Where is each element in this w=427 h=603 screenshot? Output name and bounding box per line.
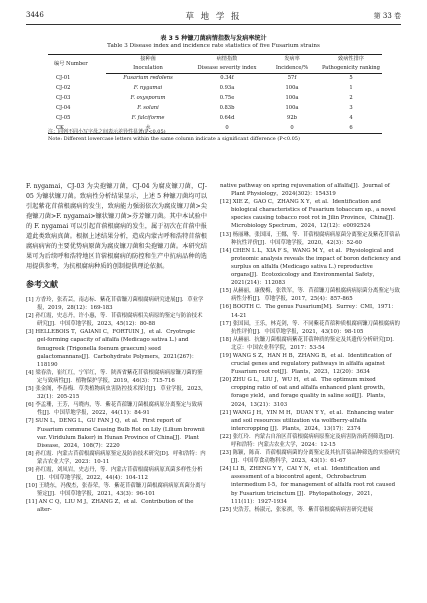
reference-item: [6] 李孟珊，王芳，马晓冉，等．紫花苜蓿镰刀菌根腐病原分离鉴定与致病性[J]．中国草地学报，2022，44(11)：84-91 — [26, 402, 203, 417]
table-cell: 100a — [285, 94, 299, 101]
reference-item: [4] 梁春浩，崔红红，宁军红，等．陕西省紫花苜蓿根腐病病原镰刀菌的鉴定与致病性[J]．植物保护学报，2019，46(3)：715-716 — [26, 369, 203, 384]
reference-item: [7] SUN L，DENG L，GU FAN J Q，et al．First report of Fusarium commune Causing Bulb Rot on Lily (Lilium brownii var. Viridulum Baker) in Hunan Province of China[J]．Plant Disease，2024，108(7)：2220 — [26, 418, 205, 449]
table-row — [48, 74, 382, 84]
reference-item: [19] WANG S Z，HAN H B，ZHANG B，et al．Identification of crucial genes and regulatory pathways in alfalfa against Fusarium root rot[J]．Plants，2023，12(20)：3634 — [220, 352, 392, 376]
reference-item: [1] 方香玲，张若芸，南志标．紫花苜蓿镰刀菌根腐病研究进展[J]．草业学报，2019，28(12)：169-183 — [26, 297, 204, 312]
reference-item: [11] AN C Q，LIU M J，ZHANG Z，et al．Contribution of the alter- — [26, 499, 194, 514]
table-cell: 0 — [264, 124, 320, 134]
col-header-ranking-cn: 致病性排序 — [320, 55, 382, 65]
col-header-inoculation-cn: 接种菌 — [106, 55, 190, 65]
reference-item: [16] BOOTH C．The genus Fusarium[M]．Surrey：CMI，1971：14-21 — [220, 304, 397, 319]
volume-label: 第 33 卷 — [373, 12, 401, 20]
reference-list-right — [220, 182, 401, 514]
table-cell: 0 — [190, 124, 264, 134]
table-cell: 3 — [349, 104, 353, 111]
table-caption-cn: 表 3 5 种镰刀菌病情指数与发病率统计 — [160, 35, 267, 42]
reference-item: [17] 张国园，王乐，林克剑，等．不同紫花苜蓿种质根腐病镰刀菌根腐病的抗性评价[J]．中国草地学报，2021，43(10)：98-105 — [220, 320, 400, 335]
table-caption-en: Table 3 Disease index and incidence rate statistics of five Fusarium strains — [107, 43, 320, 49]
reference-item: [8] 孙红霞．内蒙古苜蓿根腐病病原鉴定及防治技术研究[D]．呼和浩特：内蒙古农业大学，2023：10-11 — [26, 450, 206, 465]
reference-item: [2] 孙红霞，史志丹，许小惠，等．苜蓿根腐病相关病原的鉴定与防治技术研究[J]．中国草地学报，2023，45(12)：80-88 — [26, 313, 203, 328]
table-cell: 0.83b — [219, 104, 235, 111]
reference-item: [14] CHEN L L，XIA F S，WANG M Y，et al．Physiological and proteomic analysis reveals the impact of boron deficiency and surplus on alfalfa (Medicago sativa L.) reproductive organs[J]．Ecotoxicology and Environmental Safety，2021(214)：112083 — [220, 247, 401, 287]
col-header-incidence-en: Incidence/% — [264, 64, 320, 74]
reference-item: [9] 孙红霞，刘凤岩，史志丹，等．内蒙古苜蓿根腐病病原真菌多样性分析[J]．中国草地学报，2022，44(4)：104-112 — [26, 466, 203, 482]
page-number: 3446 — [26, 11, 44, 19]
table-cell: CJ-05 — [56, 114, 71, 121]
disease-table — [48, 54, 382, 134]
table-cell: 水 — [106, 124, 190, 134]
col-header-ranking-en: Pathogenicity ranking — [320, 64, 382, 74]
table-header-row — [48, 55, 382, 65]
table-cell: 1 — [349, 84, 353, 91]
reference-item: [23] 陈颖，陈苗．苜蓿根腐病菌的分离鉴定及其抗苜蓿品种筛选的实验研究[J]．中国草食动物科学，2023，43(1)：61-67 — [220, 450, 400, 465]
table-note-cn: 注：同列不同小写字母之间表示差异性显著(P<0.05) — [48, 129, 166, 135]
table-cell: 100a — [285, 104, 299, 111]
table-cell: CJ-03 — [56, 94, 71, 101]
table-cell: 0.75e — [219, 94, 235, 101]
reference-item: [5] 张金阁，李春梅．草类植物病虫害防控技术探讨[J]．草业学报，2023，32(1)：205-215 — [26, 386, 207, 401]
table-cell: 92b — [287, 114, 297, 121]
table-cell: 57f — [287, 75, 297, 81]
reference-item: [13] 杨丽琳，张国园，王娜，等．苜蓿根腐病病原菌分离鉴定及紫花苜蓿品种抗性评价[J]．中国草地学报，2020，42(3)：52-60 — [220, 231, 400, 246]
reference-list-left — [26, 296, 207, 515]
table-row — [48, 94, 382, 104]
reference-item: [25] 史浩芳，杨淑元，张家祺，等．紫苜蓿根腐病病害研究进展 — [220, 506, 373, 513]
reference-item: [24] LI B，ZHENG Y Y，CAI Y N，et al．Identification and assessment of a biocontrol agent，Ochrobactrum intermedium I-5，for management of alfalfa root rot caused by Fusarium tricinctum [J]．Phytopathology，2021，111(11)：1927-1934 — [220, 466, 396, 505]
table-row — [48, 104, 382, 114]
table-row — [48, 114, 382, 124]
table-cell: CJ-01 — [56, 74, 71, 81]
reference-item: [3] HELLEBOIS T，GAIANI C，FORTUIN J，et al．Cryotropic gel-forming capacity of alfalfa (Medicago sativa L.) and fenugreek (Trigonella foenum graecum) seed galactomannans[J]．Carbohydrate Polymers，2021(267)：118190 — [26, 329, 198, 368]
table-cell: CJ-04 — [56, 104, 71, 111]
col-header-incidence-cn: 发病率 — [264, 55, 320, 65]
right-column — [220, 182, 401, 514]
table-note-en: Note: Different lowercase letters within the same column indicate a significant difference (P<0.05) — [48, 136, 300, 142]
reference-item: native pathway on spring rejuvenation of alfalfa[J]．Journal of Plant Physiology，2024(302)：154319 — [220, 183, 390, 198]
reference-item: [12] XIE Z，GAO C，ZHANG X Y，et al．Identification and biological characteristics of Fusarium tobaccum sp., a novel species causing tobacco root rot in Jilin Province，China[J]．Microbiology Spectrum，2024，12(12)：e0092524 — [220, 199, 398, 230]
header-rule — [26, 24, 401, 25]
table-cell: 4 — [349, 114, 353, 121]
table-cell: F. falciforme — [131, 114, 165, 121]
col-header-dsi-cn: 病情指数 — [190, 55, 264, 65]
reference-item: [22] 张红玲．内蒙古自治区苜蓿根腐病病原鉴定及病害防治药剂筛选[D]．呼和浩特：内蒙古农业大学，2024：12-15 — [220, 433, 398, 448]
table-cell: 5 — [349, 75, 353, 81]
journal-name: 草 地 学 报 — [185, 12, 242, 22]
col-header-number: 编号 Number — [48, 55, 106, 74]
table-cell: F. oxysporum — [130, 94, 166, 101]
left-column — [26, 182, 207, 515]
table-cell: 100a — [285, 84, 299, 91]
table-cell: 0.64d — [219, 114, 235, 121]
table-cell: F. nygamai — [133, 84, 163, 91]
reference-item: [15] 从赫丽，康俊梅，张铁军，等．苜蓿镰刀菌根腐病病原菌分离鉴定与致病性分析[J]．草地学报，2017，25(4)：857-865 — [220, 288, 400, 303]
body-paragraph: F. nygamai，CJ-03 为尖孢镰刀菌，CJ-04 为腐皮镰刀菌，CJ-05 为镰状镰刀菌。致病性分析结果显示，上述 5 种镰刀菌均可以引起紫花苜蓿根腐病的发生，致病能力强弱依次为腐皮镰刀菌>尖孢镰刀菌>F. nygamai>镰状镰刀菌>芬芳镰刀菌。其中本试验中的 F. nygamai 可以引起苜蓿根腐病的发生，属于初次在苜蓿中报道此类致病真菌。根据上述结果分析，造成内蒙古呼和浩特苜蓿根腐病病害的主要优势病原菌为腐皮镰刀菌和尖孢镰刀菌。本研究结果可为后续呼和浩特地区苜蓿根腐病的防控和生产中抗病品种的选用提供参考，为抗根腐病种质的创制提供理论依据。 — [26, 183, 207, 270]
reference-item: [18] 从赫丽．抗镰刀菌根腐病紫花苜蓿种质的鉴定及其遗传分析研究[D]．北京：中国农业科学院，2017：53-54 — [220, 336, 398, 351]
table-cell: CK — [48, 124, 106, 134]
reference-item: [21] WANG J H，YIN M H，DUAN Y Y，et al．Enhancing water and soil resources utilization via wolfberry-alfalfa intercropping [J]．Plants，2024，13(17)：2374 — [220, 409, 394, 432]
reference-item: [20] ZHU G L，LIU J，WU H，et al．The optimum mixed cropping ratio of oat and alfalfa enhanced plant growth，forage yield，and forage quality in saline soil[J]．Plants，2024，13(21)：3103 — [220, 377, 389, 408]
references-heading: 参考文献 — [26, 280, 58, 289]
table-body — [48, 74, 382, 134]
table-cell: F. solani — [137, 104, 159, 111]
col-header-dsi-en: Disease severity index — [190, 64, 264, 74]
table-cell: 2 — [349, 94, 353, 101]
reference-item: [10] 王晓东，冯俊杰，张春荣，等．紫花苜蓿镰刀菌根腐病病原真菌分离与鉴定[J]．中国草地学报，2021，43(3)：96-101 — [26, 483, 206, 498]
table-cell: 6 — [320, 124, 382, 134]
table-cell: Fusarium redolens — [123, 75, 173, 81]
table-cell: CJ-02 — [56, 84, 71, 91]
table-row — [48, 84, 382, 94]
table-cell: 0.93a — [219, 84, 235, 91]
col-header-inoculation-en: Inoculation — [106, 64, 190, 74]
table-cell: 0.34f — [220, 75, 234, 81]
